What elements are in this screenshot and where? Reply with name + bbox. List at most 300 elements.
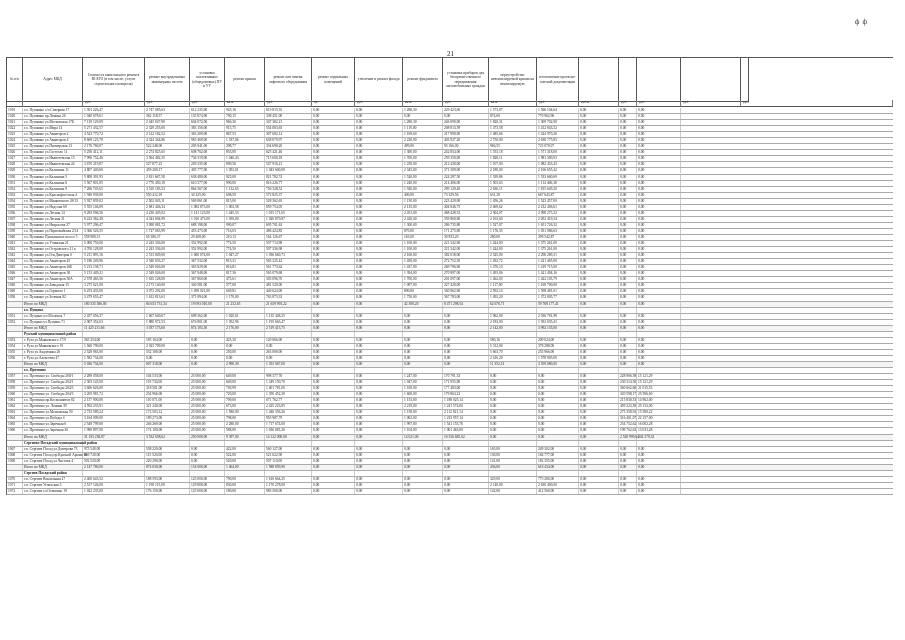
row-value: 185 164,00 — [145, 338, 190, 343]
row-value: 412 560,00 — [537, 489, 579, 494]
row-value: 774,50 — [225, 241, 265, 246]
row-value: 0,00 — [579, 126, 619, 131]
row-value: 0,00 — [579, 314, 619, 319]
row-value: 985 500,00 — [265, 489, 312, 494]
row-value: 0,00 — [312, 338, 355, 343]
row-value: 172 503,12 — [145, 410, 190, 415]
row-value: 0,00 — [619, 150, 637, 155]
row-value — [637, 471, 681, 476]
header-cell: Стоимость капитального ремонта ВСЕГО (в том числе: услуги строительного контроля) — [83, 58, 145, 102]
row-value: 21 232,65 — [225, 302, 265, 307]
row-value: 0,00 — [312, 428, 355, 433]
row-value: 0,00 — [579, 229, 619, 234]
row-value: 0,00 — [312, 144, 355, 149]
row-value: 0,00 — [619, 175, 637, 180]
row-value: 2 176,00 — [225, 326, 265, 331]
row-value: 9 397,00 — [225, 435, 265, 440]
row-value: 0,00 — [403, 350, 443, 355]
row-value: 286 735,80 — [443, 223, 489, 228]
row-value: 0,00 — [619, 326, 637, 331]
row-value: 298,77 — [225, 144, 265, 149]
row-value: 367 860,00 — [190, 277, 225, 282]
row-value: 4 807 440,60 — [83, 168, 145, 173]
row-value: 502 520,00 — [83, 459, 145, 464]
row-value: 0,00 — [637, 187, 681, 192]
row-value: 2 549 026,00 — [145, 265, 190, 270]
row-number: 1070 — [7, 477, 23, 482]
row-value: 468 428,33 — [443, 211, 489, 216]
row-value: 15 121,29 — [637, 374, 681, 379]
row-value: 0,00 — [190, 459, 225, 464]
row-value: 2 345,00 — [403, 168, 443, 173]
row-value: 0,00 — [619, 265, 637, 270]
row-value: 25 000,00 — [190, 410, 225, 415]
row-value: 321 240,00 — [145, 404, 190, 409]
row-value: 0,00 — [355, 193, 403, 198]
row-value: 0,00 — [579, 283, 619, 288]
row-number: 1047 — [7, 277, 23, 282]
row-value: 164 126,67 — [265, 235, 312, 240]
row-value: 0,00 — [355, 374, 403, 379]
row-value: 0,00 — [443, 489, 489, 494]
row-value: 2 232 406,61 — [537, 205, 579, 210]
row-value: 998 377,76 — [265, 374, 312, 379]
row-value: 610 377,00 — [190, 181, 225, 186]
row-address: г.о. Пушкино ул.Калинина 5 — [23, 175, 83, 180]
row-value: 0,00 — [355, 314, 403, 319]
row-value: 0,00 — [637, 459, 681, 464]
row-value: 25 000,00 — [190, 416, 225, 421]
row-value: 2 469,62 — [489, 205, 537, 210]
row-value: 0,00 — [355, 386, 403, 391]
row-value: 34 225,00 — [190, 193, 225, 198]
row-number: 1051 — [7, 314, 23, 319]
unit-cell: руб. — [190, 100, 225, 107]
row-value: 0,00 — [579, 483, 619, 488]
row-value — [312, 368, 355, 373]
row-number: 1049 — [7, 289, 23, 294]
row-value: 0,00 — [579, 199, 619, 204]
row-value: 0,00 — [619, 253, 637, 258]
row-value: 0,00 — [312, 277, 355, 282]
row-value: 0,00 — [443, 459, 489, 464]
row-value: 0,00 — [355, 144, 403, 149]
row-value: 0,00 — [637, 489, 681, 494]
row-value: 1 962,00 — [489, 314, 537, 319]
row-value: 25 000,00 — [190, 422, 225, 427]
row-address: Сергиево-Посадский муниципальный район — [24, 440, 97, 445]
row-value: 481 520,00 — [265, 283, 312, 288]
row-value: 0,00 — [489, 410, 537, 415]
row-value: 0,00 — [489, 386, 537, 391]
row-value: 0,00 — [579, 392, 619, 397]
row-value: 1 419 715,00 — [537, 265, 579, 270]
row-value: 1 353 067,00 — [265, 362, 312, 367]
row-address: г.п. Сергиев Посад ул.Чистова 4 — [23, 459, 83, 464]
row-value: 1 424,00 — [489, 241, 537, 246]
row-value: 13 033,28 — [637, 428, 681, 433]
row-value: 0,00 — [312, 302, 355, 307]
row-number — [7, 465, 23, 470]
row-value: 436,00 — [489, 465, 537, 470]
row-value: 246 269,00 — [145, 422, 190, 427]
row-value: 135 874,00 — [190, 114, 225, 119]
row-value: 1 053,01 — [225, 168, 265, 173]
row-number: 1056 — [7, 356, 23, 361]
row-value: 303 096,70 — [265, 277, 312, 282]
header-cell: утепление и ремонт фасада — [355, 58, 403, 102]
row-value — [83, 308, 145, 313]
row-value: 2 052 419,54 — [537, 217, 579, 222]
row-value: 528 362,65 — [265, 199, 312, 204]
row-value: 340 962,00 — [443, 289, 489, 294]
row-value: 0,00 — [443, 344, 489, 349]
row-value: 0,00 — [312, 447, 355, 452]
row-value: 1 588 859,90 — [265, 465, 312, 470]
row-value — [443, 441, 489, 446]
row-value: 1 153,00 — [403, 398, 443, 403]
row-value: 0,00 — [579, 247, 619, 252]
unit-cell: руб. — [637, 100, 681, 107]
row-value: 874 183,50 — [190, 326, 225, 331]
row-value: 0,00 — [312, 386, 355, 391]
row-value: 0,00 — [355, 120, 403, 125]
row-value: 422,00 — [225, 447, 265, 452]
row-value: 0,00 — [579, 428, 619, 433]
row-value: 0,00 — [579, 320, 619, 325]
row-value: 1 169,60 — [403, 132, 443, 137]
row-value: 0,00 — [579, 350, 619, 355]
row-value: 0,00 — [637, 314, 681, 319]
row-value: 230 314,50 — [620, 380, 637, 385]
row-value — [312, 471, 355, 476]
row-value: 0,00 — [579, 295, 619, 300]
row-value: 790,00 — [225, 477, 265, 482]
row-value: 3 670 219,87 — [83, 162, 145, 167]
row-value: 180 335 386,00 — [83, 302, 145, 307]
row-value — [489, 332, 537, 337]
row-value: 1 820,31 — [489, 120, 537, 125]
row-value: 209 024,00 — [537, 338, 579, 343]
row-value: 816 226,77 — [265, 181, 312, 186]
row-value: 695 701,63 — [265, 223, 312, 228]
row-number: 1030 — [7, 175, 23, 180]
row-value: 0,00 — [579, 265, 619, 270]
row-value: 1 300,00 — [403, 223, 443, 228]
row-value: 0,00 — [537, 435, 579, 440]
row-value: 15 121,29 — [637, 380, 681, 385]
row-value: 0,00 — [190, 338, 225, 343]
row-value: 0,00 — [637, 265, 681, 270]
unit-cell: ед. — [312, 100, 355, 107]
row-value: 638 480,00 — [190, 175, 225, 180]
row-value: 154 000,00 — [190, 465, 225, 470]
row-address: г.о. Пушкино ул.Авиаторов 2 — [23, 132, 83, 137]
row-value — [265, 471, 312, 476]
row-value: 0,00 — [190, 356, 225, 361]
row-value: 1 195 663,47 — [265, 320, 312, 325]
row-value: 2 747 085,63 — [145, 108, 190, 113]
row-value: 0,00 — [579, 168, 619, 173]
row-address: г.о. Пушкино ул.Учинская 21 — [23, 241, 83, 246]
row-value — [355, 471, 403, 476]
row-address: г. Руза ул.Маяковского 17/9 — [23, 338, 83, 343]
row-value: 0,00 — [355, 422, 403, 427]
row-number: 1024 — [7, 138, 23, 143]
row-number: 1025 — [7, 144, 23, 149]
row-value: 360 662,60 — [620, 386, 637, 391]
row-value: 2 636,11 — [489, 187, 537, 192]
row-value: 21 639 993,22 — [265, 302, 312, 307]
row-number: 1057 — [7, 374, 23, 379]
row-value: 0,00 — [489, 428, 537, 433]
row-value: 0,00 — [537, 374, 579, 379]
unit-cell: кв.м. — [403, 100, 443, 107]
row-value: 0,00 — [489, 435, 537, 440]
row-value: 1 375 261,00 — [537, 247, 579, 252]
row-value: 1 450,00 — [403, 259, 443, 264]
row-value: 2 750,00 — [489, 138, 537, 143]
row-value — [443, 308, 489, 313]
row-value — [579, 368, 619, 373]
row-value: 2 183,00 — [489, 320, 537, 325]
row-value: 11 425 211,66 — [83, 326, 145, 331]
row-value: 0,00 — [312, 489, 355, 494]
row-value: 0,00 — [355, 205, 403, 210]
row-value: 0,00 — [619, 138, 637, 143]
row-value: 0,00 — [312, 362, 355, 367]
row-value — [145, 308, 190, 313]
row-value: 0,00 — [355, 138, 403, 143]
row-value: 0,00 — [355, 477, 403, 482]
row-value: 0,00 — [312, 193, 355, 198]
row-value — [637, 441, 681, 446]
row-number: 1066 — [7, 428, 23, 433]
row-value: 0,00 — [355, 199, 403, 204]
row-value — [403, 471, 443, 476]
row-value: 2 528 999,04 — [620, 434, 639, 439]
row-value: 0,00 — [637, 362, 681, 367]
row-value: 0,00 — [579, 150, 619, 155]
row-value — [145, 471, 190, 476]
row-value: 0,00 — [312, 253, 355, 258]
row-value: 0,00 — [312, 459, 355, 464]
row-value: 0,00 — [637, 338, 681, 343]
row-value: 0,00 — [312, 410, 355, 415]
row-value: 874,60 — [489, 114, 537, 119]
row-value: 763 873,33 — [265, 295, 312, 300]
row-value — [312, 308, 355, 313]
page-number: 21 — [447, 50, 454, 58]
row-value: 0,00 — [403, 477, 443, 482]
row-value: 1 470,10 — [489, 265, 537, 270]
row-value: 5 808 391,93 — [83, 175, 145, 180]
row-value — [145, 441, 190, 446]
row-value: 1 997,00 — [403, 422, 443, 427]
row-value: 0,00 — [579, 217, 619, 222]
row-value: 0,00 — [579, 211, 619, 216]
row-number: 1027 — [7, 156, 23, 161]
row-value: 2 098 273,32 — [537, 211, 579, 216]
row-value: 1 349 150,70 — [265, 380, 312, 385]
unit-cell — [7, 100, 23, 107]
row-value: 638 079,97 — [265, 138, 312, 143]
row-address: г.п. Сергиев Угличская 3 — [23, 483, 83, 488]
row-value: 0,00 — [190, 350, 225, 355]
header-cell: ремонт фундамента — [403, 58, 443, 102]
row-value: 217 990,00 — [443, 132, 489, 137]
row-value: 1 424 970,26 — [537, 132, 579, 137]
row-value: 0,00 — [579, 289, 619, 294]
row-value: 1 150,00 — [403, 199, 443, 204]
row-value: 229 423,00 — [443, 108, 489, 113]
row-value: 453 473,00 — [190, 229, 225, 234]
row-value: 0,00 — [619, 211, 637, 216]
row-value: 7 996 752,46 — [83, 156, 145, 161]
row-value: 522 248,00 — [145, 144, 190, 149]
row-value: 1 667 640,67 — [145, 314, 190, 319]
row-value: 0,00 — [579, 175, 619, 180]
row-value — [619, 441, 637, 446]
row-value: 631,28 — [489, 193, 537, 198]
row-value: 259 350,00 — [443, 156, 489, 161]
row-value: 0,00 — [312, 223, 355, 228]
row-value: 1 933 035,41 — [537, 320, 579, 325]
row-value: 1 421 494,16 — [537, 271, 579, 276]
row-value: 0,00 — [579, 435, 619, 440]
row-value: 2 770 450,18 — [145, 181, 190, 186]
row-value: 362 118,57 — [145, 114, 190, 119]
row-value: 3 510 183,33 — [145, 187, 190, 192]
row-value: 619 815,55 — [265, 108, 312, 113]
row-value: 0,00 — [619, 350, 637, 355]
row-value: 955 987,79 — [265, 416, 312, 421]
row-value: 0,00 — [579, 422, 619, 427]
row-value: 0,00 — [537, 410, 579, 415]
row-value: 2 303 145,00 — [83, 380, 145, 385]
row-value: 14 122 000,00 — [265, 435, 312, 440]
row-address: г.о. Пушкино ул.Гастелло 11 — [23, 150, 83, 155]
row-value: 0,00 — [579, 453, 619, 458]
row-value: 2 451,00 — [403, 211, 443, 216]
row-value: 0,00 — [637, 477, 681, 482]
row-value: 0,00 — [619, 199, 637, 204]
row-value: 0,00 — [265, 344, 312, 349]
row-value: 0,00 — [443, 356, 489, 361]
row-value: 2 416,20 — [489, 356, 537, 361]
row-value: 0,00 — [190, 362, 225, 367]
row-value: 0,00 — [355, 211, 403, 216]
row-value: 0,00 — [579, 144, 619, 149]
row-value: 669 720,00 — [83, 453, 145, 458]
row-value: 966,30 — [225, 120, 265, 125]
unit-cell: руб. — [619, 100, 637, 107]
row-value: 0,00 — [537, 422, 579, 427]
row-value — [83, 471, 145, 476]
row-address: г.о. Протвино — [23, 368, 83, 373]
row-value: 1 002,58 — [225, 205, 265, 210]
row-value: 688 198,00 — [190, 223, 225, 228]
row-value — [225, 332, 265, 337]
row-value: 65 386,37 — [145, 235, 190, 240]
row-value: 0,00 — [619, 156, 637, 161]
row-value: 110 071,00 — [145, 398, 190, 403]
row-number: 1072 — [7, 489, 23, 494]
row-address: г.о. Пушкино Пушкинское шоссе 5 — [23, 235, 83, 240]
row-address: г.о. Пушкино ул.Калинина 9 — [23, 187, 83, 192]
row-value: 1 031 086,63 — [537, 229, 579, 234]
row-address: г.о. Пушкино пр.Ленина 26 — [23, 114, 83, 119]
row-value: 4 343 694,99 — [145, 217, 190, 222]
row-value: 2 420,00 — [403, 217, 443, 222]
row-value: 2 528 963,00 — [83, 350, 145, 355]
row-address: г.о. Протвино ул.Московская 50 — [23, 410, 83, 415]
row-value: 7 266 745,65 — [83, 187, 145, 192]
row-address: г.о. Пушкино ул.Горького 1 — [23, 289, 83, 294]
row-value: 1 002,00 — [403, 416, 443, 421]
unit-cell: кв.м. — [225, 100, 265, 107]
row-value: 1 107,00 — [489, 162, 537, 167]
row-value: 0,00 — [312, 120, 355, 125]
row-value: 1 598 481,01 — [537, 289, 579, 294]
row-value: 0,00 — [443, 453, 489, 458]
row-address: г.о. Протвино ул.Заречная 26 — [23, 428, 83, 433]
row-value: 0,00 — [312, 241, 355, 246]
row-value: 25 000,00 — [190, 380, 225, 385]
row-value: 21 015,53 — [637, 386, 681, 391]
row-value: 1 141 123,00 — [190, 211, 225, 216]
row-number: 1050 — [7, 295, 23, 300]
row-value: 2 811 667,58 — [145, 175, 190, 180]
row-value: 0,00 — [355, 362, 403, 367]
row-value: 25 000,00 — [190, 392, 225, 397]
row-value: 1 437,00 — [403, 265, 443, 270]
row-value: 0,00 — [403, 362, 443, 367]
row-value: 1 727 063,99 — [145, 229, 190, 234]
row-value — [265, 441, 312, 446]
row-value: 0,00 — [579, 259, 619, 264]
row-value: 0,00 — [537, 386, 579, 391]
row-value: 507 714,98 — [265, 241, 312, 246]
row-value: 1 421 465,00 — [537, 259, 579, 264]
row-value: 29 408,00 — [190, 235, 225, 240]
row-address: г.о. Пушкино ул.Некрасова 27 — [23, 223, 83, 228]
row-value: 270 997,00 — [443, 271, 489, 276]
row-value: 550 412,18 — [145, 193, 190, 198]
row-value: 0,00 — [312, 326, 355, 331]
row-value: 0,00 — [355, 108, 403, 113]
row-address: г. Руза ул.Академика 26 — [23, 350, 83, 355]
row-value: 2 425 223,85 — [265, 404, 312, 409]
row-value: 1 117,00 — [489, 283, 537, 288]
row-value: 0,00 — [619, 241, 637, 246]
row-value: 0,00 — [579, 344, 619, 349]
row-value: 5 927 839,02 — [83, 199, 145, 204]
row-value: 255 966,00 — [537, 350, 579, 355]
row-value: 0,00 — [579, 120, 619, 125]
row-value: 0,00 — [355, 223, 403, 228]
row-value: 0,00 — [403, 114, 443, 119]
row-value: 0,00 — [355, 489, 403, 494]
row-value: 184 777,00 — [537, 453, 579, 458]
row-value: 0,00 — [619, 283, 637, 288]
row-value: 0,00 — [619, 114, 637, 119]
row-value: 0,00 — [637, 156, 681, 161]
row-value: 14 962,00 — [637, 398, 681, 403]
row-value: 250,00 — [225, 350, 265, 355]
row-value: 338 451,00 — [265, 114, 312, 119]
row-value: 0,00 — [637, 453, 681, 458]
